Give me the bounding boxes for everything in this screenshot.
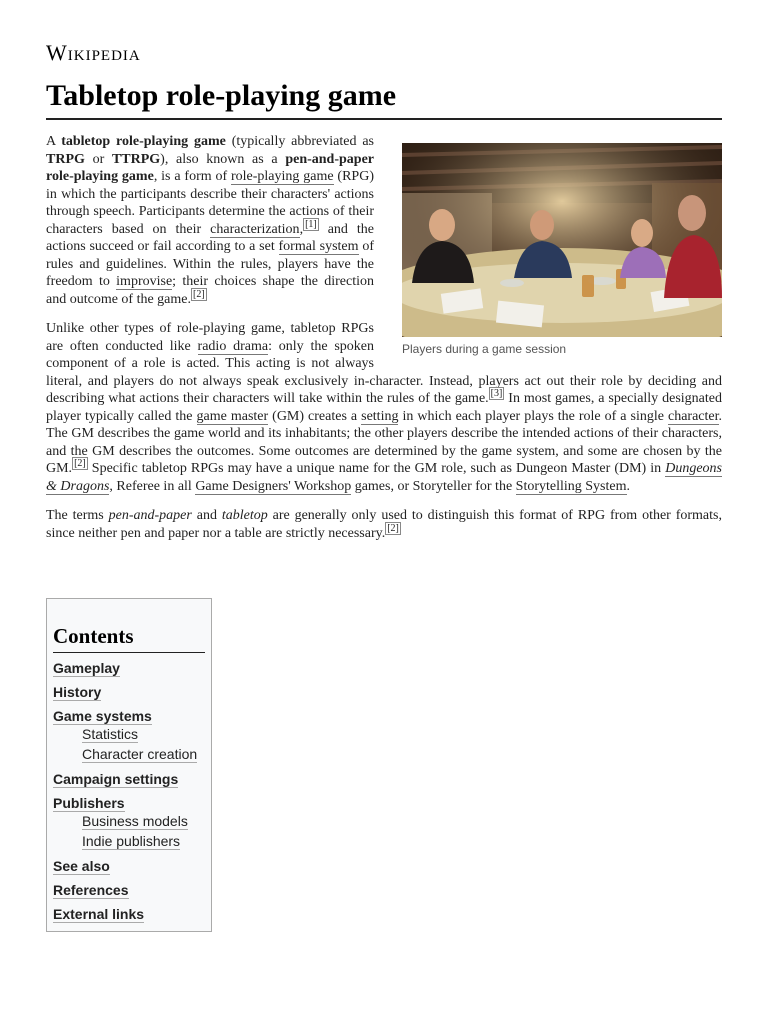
text-run: (typically abbreviated as: [225, 134, 374, 149]
text-run: , Referee in all: [109, 478, 196, 494]
citation-link[interactable]: [2]: [193, 288, 205, 300]
photo-illustration: [402, 143, 722, 337]
link-characterization[interactable]: characterization: [210, 221, 300, 237]
link-game-master[interactable]: game master: [196, 408, 269, 424]
page-title: Tabletop role-playing game: [46, 78, 722, 120]
link-dungeons-and-dragons[interactable]: Dungeons & Dragons: [46, 461, 722, 494]
link-storytelling-system[interactable]: Storytelling System: [515, 478, 627, 494]
toc-sublist: [82, 725, 205, 764]
figure-caption: Players during a game session: [402, 342, 567, 356]
link-character[interactable]: character: [667, 408, 719, 424]
toc-item-gameplay[interactable]: [53, 659, 205, 677]
bold-term: tabletop role-playing game: [61, 134, 226, 149]
citation-link[interactable]: [2]: [387, 522, 399, 534]
toc-subitem-indie-publishers[interactable]: [82, 832, 205, 852]
toc-item-history[interactable]: [53, 683, 205, 701]
toc-title: Contents: [53, 623, 205, 653]
text-run: and: [191, 508, 222, 523]
text-run: : only the spoken component of a role is acted. This acting is not always literal, and players do not always speak exclusively in-character. Instead, players act out their role by deciding and describing what actions their characters will take within the rules of the game.: [46, 338, 722, 406]
toc-item-label: Game systems: [53, 708, 152, 724]
text-run: ,: [299, 221, 304, 237]
text-run: or: [84, 151, 112, 167]
toc-item-label: References: [53, 882, 129, 898]
citation-link[interactable]: [1]: [305, 218, 317, 230]
toc-subitem-label: Business models: [82, 813, 188, 829]
terms-paragraph: [46, 507, 722, 542]
toc-item-see-also[interactable]: [53, 857, 205, 875]
toc-item-label: History: [53, 684, 102, 700]
toc-subitem-character-creation[interactable]: [82, 745, 205, 765]
text-run: of rules and guidelines. Within the rules, players have the freedom to: [46, 239, 374, 289]
text-run: are generally only used to distinguish this format of RPG from other formats, since neither pen and paper nor a table are strictly necessary.: [46, 508, 722, 541]
article-body: [46, 133, 722, 554]
toc-sublist: [82, 812, 205, 851]
toc-item-label: Gameplay: [53, 660, 120, 676]
link-game-designers-workshop[interactable]: Game Designers' Workshop: [195, 478, 352, 494]
citation-link[interactable]: [3]: [490, 388, 503, 400]
italic-term: tabletop: [221, 508, 268, 523]
toc-list: [53, 659, 205, 923]
toc-item-campaign-settings[interactable]: [53, 770, 205, 788]
citation-link[interactable]: [2]: [74, 458, 86, 470]
text-run: Unlike other types of role-playing game, tabletop RPGs are often conducted like: [46, 321, 374, 354]
text-run: A: [46, 134, 62, 149]
wikipedia-logo[interactable]: Wikipedia: [46, 40, 141, 65]
bold-term: TTRPG: [111, 151, 161, 167]
toc-item-external-links[interactable]: [53, 905, 205, 923]
toc-item-label: External links: [53, 906, 145, 922]
link-radio-drama[interactable]: radio drama: [197, 338, 269, 354]
text-run: (GM) creates a: [268, 408, 362, 424]
text-run: .: [626, 478, 630, 494]
toc-subitem-label: Statistics: [82, 726, 139, 742]
toc-item-label: Campaign settings: [53, 771, 179, 787]
text-run: ), also known as a: [160, 151, 286, 167]
toc-item-label: See also: [53, 858, 110, 874]
toc-subitem-business-models[interactable]: [82, 812, 205, 832]
text-run: in which each player plays the role of a single: [398, 408, 668, 424]
text-run: and the actions succeed or fail according to a set: [46, 221, 374, 254]
toc-item-publishers[interactable]: [53, 794, 205, 851]
text-run: The terms: [46, 508, 109, 523]
figure: [402, 143, 722, 359]
toc-subitem-statistics[interactable]: [82, 725, 205, 745]
bold-term: pen-and-paper role-playing game: [46, 151, 374, 184]
table-of-contents: [46, 598, 212, 932]
game-session-photo[interactable]: [402, 143, 722, 337]
text-run: Specific tabletop RPGs may have a unique name for the GM role, such as Dungeon Master (DM) in: [87, 461, 666, 476]
text-run: , is a form of: [153, 169, 231, 184]
toc-item-game-systems[interactable]: [53, 707, 205, 764]
text-run: In most games, a specially designated player typically called the: [46, 391, 722, 424]
link-formal-system[interactable]: formal system: [278, 239, 359, 254]
italic-term: pen-and-paper: [108, 508, 192, 523]
text-run: . The GM describes the game world and its inhabitants; the other players describe the intended actions of their characters, and the GM describes the outcomes. Some outcomes are determined by the game system, and some are chosen by the GM.: [46, 408, 722, 476]
text-run: games, or Storyteller for the: [351, 478, 516, 494]
bold-term: TRPG: [46, 151, 85, 167]
toc-item-label: Publishers: [53, 795, 125, 811]
toc-subitem-label: Character creation: [82, 745, 198, 762]
link-role-playing-game[interactable]: role-playing game: [230, 169, 334, 184]
link-setting[interactable]: setting: [361, 408, 399, 424]
link-improvise[interactable]: improvise: [116, 274, 173, 289]
toc-item-references[interactable]: [53, 881, 205, 899]
text-run: (RPG) in which the participants describe their characters' actions through speech. Participants determine the actions of their characters based on their: [46, 169, 374, 237]
toc-subitem-label: Indie publishers: [82, 832, 181, 849]
text-run: ; their choices shape the direction and outcome of the game.: [46, 274, 375, 307]
